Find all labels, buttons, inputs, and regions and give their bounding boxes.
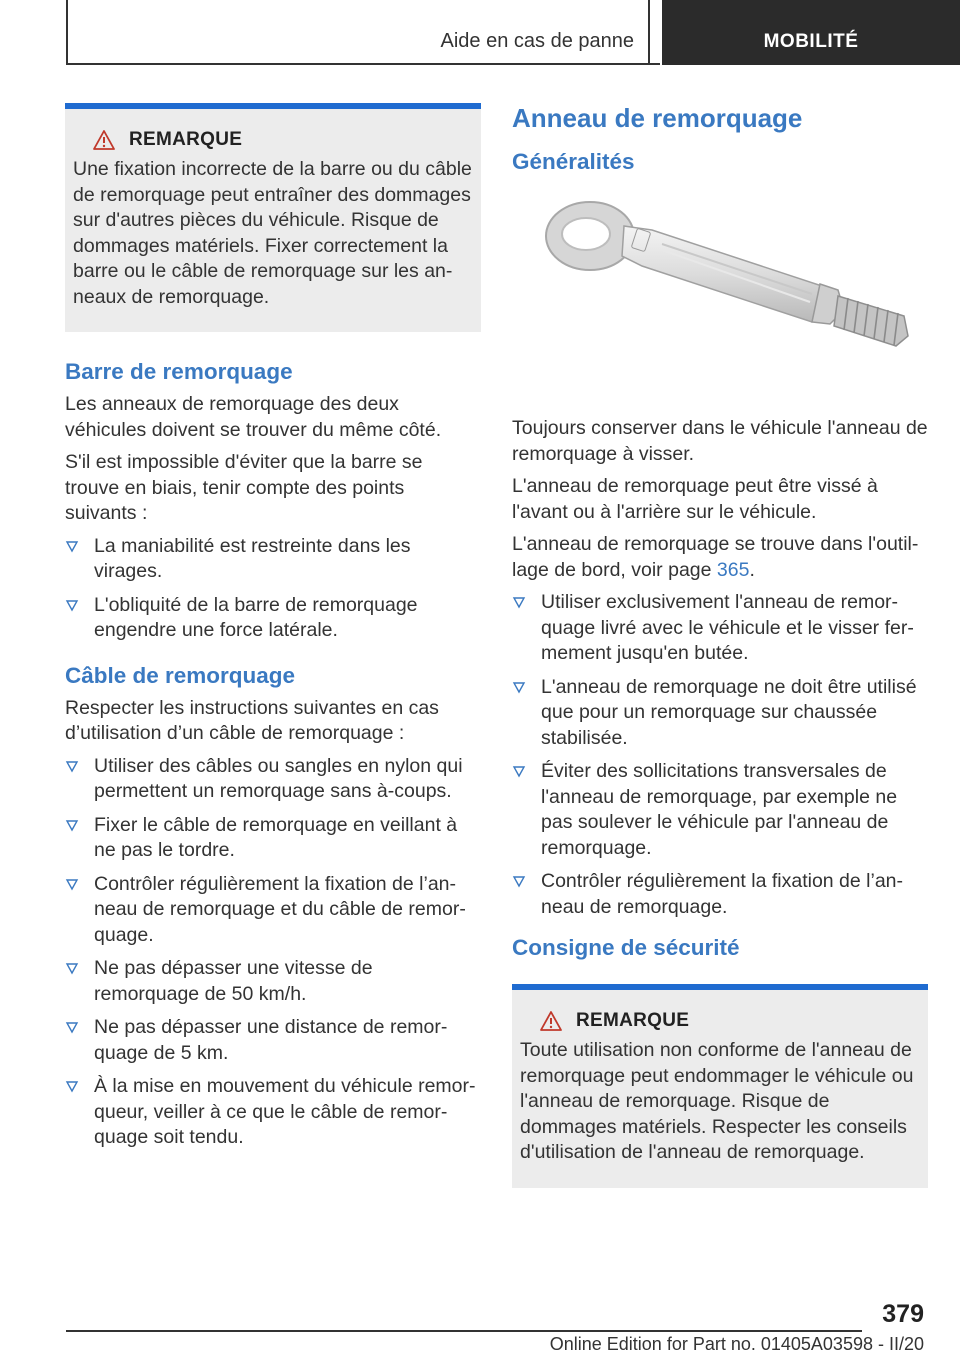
list-item: La maniabilité est restreinte dans les virages. [65,534,481,585]
list-item: L'anneau de remorquage ne doit être utilisé que pour un remorquage sur chaussée stabilisée. [512,675,928,752]
towing-eye-image [512,186,928,404]
general-list [512,590,928,920]
cable-paragraph-1: Respecter les instructions suivantes en cas d’utilisation d’un câble de remorquage : [65,696,439,744]
list-item: Fixer le câble de remorquage en veillant à ne pas le tordre. [65,813,481,864]
triangle-bullet-icon [512,872,526,890]
triangle-bullet-icon [512,678,526,696]
list-item: Contrôler régulièrement la fixation de l’anneau de remorquage. [512,869,928,920]
footer-rule [66,1330,862,1332]
section-title-general: Généralités [512,149,635,174]
section-title-bar: Barre de remorquage [65,359,293,384]
triangle-bullet-icon [65,875,79,893]
page-title: Anneau de remorquage [512,103,803,133]
general-paragraph-3: L'anneau de remorquage se trouve dans l'outillage de bord, voir page 365. [512,533,919,581]
list-item: Utiliser exclusivement l'anneau de remorquage livré avec le véhicule et le visser fermement jusqu'en butée. [512,590,928,667]
triangle-bullet-icon [65,596,79,614]
left-column [65,103,481,1159]
triangle-bullet-icon [65,757,79,775]
list-item: L'obliquité de la barre de remorquage engendre une force latérale. [65,593,481,644]
triangle-bullet-icon [65,1077,79,1095]
header-chapter-tab: MOBILITÉ [662,0,960,65]
header-section-title: Aide en cas de panne [440,30,634,52]
list-item: Utiliser des câbles ou sangles en nylon qui permettent un remorquage sans à-coups. [65,754,481,805]
header-rule-bottom [66,63,660,65]
remark-text: Toute utilisation non conforme de l'anneau de remorquage peut endommager le véhicule ou l'anneau de remorquage. Risque de dommages matériels. Respecter les conseils d'utilisation de l'anneau de remorquage. [520,1039,914,1163]
warning-triangle-icon [93,130,115,150]
triangle-bullet-icon [65,816,79,834]
header-rule-left [66,0,68,64]
general-paragraph-2: L'anneau de remorquage peut être vissé à l'avant ou à l'arrière sur le véhicule. [512,475,878,523]
triangle-bullet-icon [512,593,526,611]
page-number: 379 [882,1300,924,1328]
triangle-bullet-icon [65,1018,79,1036]
list-item: À la mise en mouvement du véhicule remorqueur, veiller à ce que le câble de remorquage soit tendu. [65,1074,481,1151]
triangle-bullet-icon [512,762,526,780]
remark-label: REMARQUE [576,1010,690,1031]
footer-edition: Online Edition for Part no. 01405A03598 - II/20 [549,1334,924,1354]
remark-header [73,129,473,151]
header-rule-divider [648,0,650,64]
list-item: Ne pas dépasser une distance de remorquage de 5 km. [65,1015,481,1066]
general-paragraph-1: Toujours conserver dans le véhicule l'anneau de remorquage à visser. [512,417,928,465]
cable-list [65,754,481,1151]
list-item: Éviter des sollicitations transversales de l'anneau de remorquage, par exemple ne pas soulever le véhicule par l'anneau de remorquage. [512,759,928,861]
section-title-cable: Câble de remorquage [65,662,296,688]
bar-list [65,534,481,644]
bar-paragraph-2: S'il est impossible d'éviter que la barre se trouve en biais, tenir compte des points suivants : [65,451,423,524]
remark-label: REMARQUE [129,129,243,150]
remark-header [520,1010,920,1032]
triangle-bullet-icon [65,537,79,555]
remark-box [65,103,481,332]
warning-triangle-icon [540,1011,562,1031]
list-item: Contrôler régulièrement la fixation de l’anneau de remorquage et du câble de remorquage. [65,872,481,949]
towing-eye-illustration [512,186,928,404]
section-title-safety: Consigne de sécurité [512,935,740,960]
list-item: Ne pas dépasser une vitesse de remorquage de 50 km/h. [65,956,481,1007]
triangle-bullet-icon [65,959,79,977]
remark-text: Une fixation incorrecte de la barre ou du câble de remorquage peut entraîner des dommages sur d'autres pièces du véhicule. Risque de dommages matériels. Fixer correctement la barre ou le câble de remorquage sur les anneaux de remorquage. [73,158,472,308]
page-reference-link[interactable]: 365 [716,558,750,581]
bar-paragraph-1: Les anneaux de remorquage des deux véhicules doivent se trouver du même côté. [65,393,442,441]
safety-remark-box [512,984,928,1188]
right-column [512,103,928,1188]
